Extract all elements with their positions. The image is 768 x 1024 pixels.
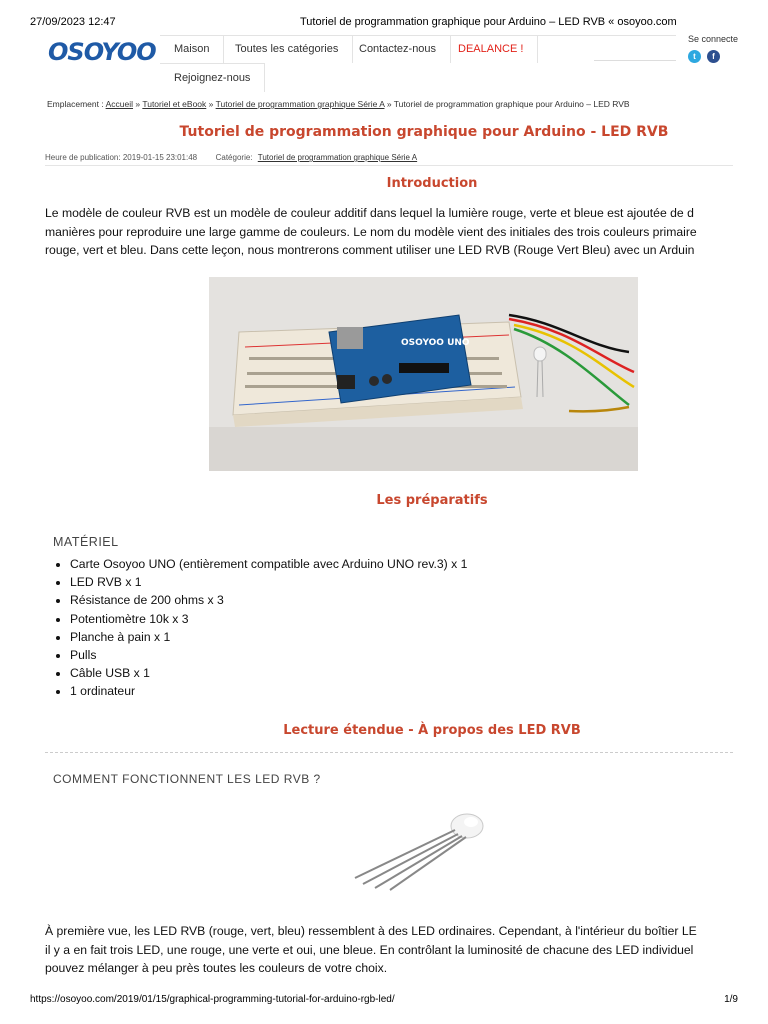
materials-list [52,555,467,701]
login-link[interactable]: Se connecte [688,34,739,44]
twitter-icon[interactable]: t [688,50,701,63]
print-url: https://osoyoo.com/2019/01/15/graphical-programming-tutorial-for-arduino-rgb-led/ [30,994,395,1005]
breadcrumb-home[interactable]: Accueil [105,99,134,109]
published-label: Heure de publication: [45,153,121,162]
rgb-how-heading: COMMENT FONCTIONNENT LES LED RVB ? [53,772,321,786]
breadcrumb-current: Tutoriel de programmation graphique pour Arduino – LED RVB [393,99,630,109]
list-item: • Carte Osoyoo UNO (entièrement compatible avec Arduino UNO rev.3) x 1 [70,555,467,573]
reading-line: À première vue, les LED RVB (rouge, vert, bleu) ressemblent à des LED ordinaires. Cependant, à l'intérieur du boîtier LE [45,924,697,938]
print-date: 27/09/2023 12:47 [30,16,116,28]
list-item: • 1 ordinateur [70,682,467,700]
list-item: • Pulls [70,646,467,664]
arduino-breadboard-photo [209,277,638,471]
list-item: • LED RVB x 1 [70,573,467,591]
main-nav [160,35,680,91]
intro-heading: Introduction [386,176,478,191]
breadcrumb-category-series[interactable]: Tutoriel de programmation graphique Série A [215,99,385,109]
breadcrumb-prefix: Emplacement : [47,99,104,109]
nav-item-deals[interactable]: DEALANCE ! [444,35,538,63]
svg-text:OSOYOO UNO: OSOYOO UNO [401,338,470,348]
published-date: 2019-01-15 23:01:48 [122,153,198,162]
list-item: • Résistance de 200 ohms x 3 [70,591,467,609]
print-title: Tutoriel de programmation graphique pour Arduino – LED RVB « osoyoo.com [300,16,677,28]
reading-line: il y a en fait trois LED, une rouge, une verte et oui, une bleue. En contrôlant la luminosité de chacune des LED individuel [45,942,694,957]
rgb-how-paragraph [45,922,735,978]
category-link[interactable]: Tutoriel de programmation graphique Série A [257,153,418,162]
breadcrumb [47,99,630,109]
breadcrumb-separator: » [135,99,141,109]
breadcrumb-category-ebook[interactable]: Tutoriel et eBook [142,99,207,109]
list-item: • Potentiomètre 10k x 3 [70,610,467,628]
breadcrumb-separator: » [208,99,214,109]
social-icons [688,46,726,64]
intro-paragraph [45,204,735,260]
nav-item-categories[interactable]: Toutes les catégories [221,35,353,63]
rgb-led-image [345,808,495,893]
intro-line: manières pour reproduire une large gamme de couleurs. Le nom du modèle vient des initiales des trois couleurs primaire [45,224,697,239]
category-label: Catégorie: [215,153,253,162]
article-title: Tutoriel de programmation graphique pour Arduino - LED RVB [179,124,669,140]
prep-heading: Les préparatifs [376,493,488,508]
nav-item-join[interactable]: Rejoignez-nous [160,63,265,92]
reading-line: pouvez mélanger à peu près toutes les couleurs de votre choix. [45,961,388,975]
list-item: • Planche à pain x 1 [70,628,467,646]
intro-line: rouge, vert et bleu. Dans cette leçon, nous montrerons comment utiliser une LED RVB (Rouge Vert Bleu) avec un Arduin [45,243,695,257]
arduino-photo-illustration [209,277,638,471]
print-page-number: 1/9 [724,994,738,1005]
section-divider [45,752,733,753]
materials-heading: MATÉRIEL [53,535,119,549]
nav-item-contact[interactable]: Contactez-nous [345,35,451,63]
nav-item-home[interactable]: Maison [160,35,224,63]
intro-line: Le modèle de couleur RVB est un modèle de couleur additif dans lequel la lumière rouge, verte et bleue est ajoutée de d [45,206,694,220]
rgb-led-illustration [345,808,495,893]
site-logo[interactable]: OSOYOO [48,38,156,66]
article-meta [45,153,417,162]
breadcrumb-separator: » [386,99,392,109]
list-item: • Câble USB x 1 [70,664,467,682]
facebook-icon[interactable]: f [707,50,720,63]
reading-heading: Lecture étendue - À propos des LED RVB [283,723,581,738]
connect-divider [594,60,676,61]
meta-divider [45,165,733,166]
